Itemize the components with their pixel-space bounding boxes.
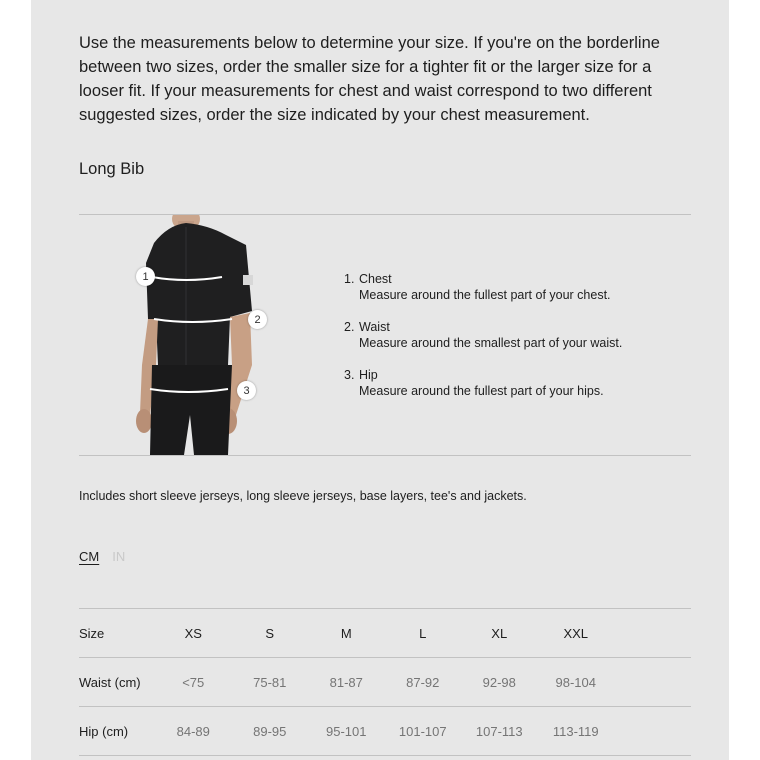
table-cell: 95-101 [308,707,385,756]
measurement-instructions [344,271,622,415]
unit-cm-tab[interactable]: CM [79,549,100,564]
size-table [79,608,691,756]
measurement-description: Measure around the smallest part of your waist. [359,336,623,350]
table-cell: 81-87 [308,658,385,707]
unit-toggle [79,549,125,564]
cyclist-illustration [128,215,278,455]
table-cell: 87-92 [385,658,462,707]
table-cell: 75-81 [232,658,309,707]
measurement-number: 1. [344,272,355,286]
table-padding [614,707,691,756]
hip-marker: 3 [237,381,256,400]
measurement-name: Hip [359,368,378,382]
size-header-xl: XL [461,609,538,658]
size-header-xs: XS [155,609,232,658]
row-label: Hip (cm) [79,707,155,756]
table-padding [614,609,691,658]
size-header-s: S [232,609,309,658]
size-header-m: M [308,609,385,658]
row-label: Waist (cm) [79,658,155,707]
table-row-waist [79,658,691,707]
measurement-item-chest [344,271,622,303]
measurement-name: Chest [359,272,392,286]
waist-marker: 2 [248,310,267,329]
table-cell: 84-89 [155,707,232,756]
table-cell: 98-104 [538,658,615,707]
table-cell: 89-95 [232,707,309,756]
table-cell: <75 [155,658,232,707]
size-header-l: L [385,609,462,658]
table-cell: 107-113 [461,707,538,756]
table-row-hip [79,707,691,756]
unit-in-tab[interactable]: IN [112,549,126,564]
intro-text: Use the measurements below to determine your size. If you're on the borderline between two sizes, order the smaller size for a tighter fit or the larger size for a looser fit. If your measurements for chest and waist correspond to two different suggested sizes, order the size indicated by your chest measurement. [79,34,660,124]
section-title: Long Bib [79,160,145,178]
table-cell: 113-119 [538,707,615,756]
measurement-number: 3. [344,368,355,382]
size-header-xxl: XXL [538,609,615,658]
measurement-name: Waist [359,320,390,334]
measurement-figure [128,215,278,455]
table-header-row [79,609,691,658]
measurement-item-hip [344,367,622,399]
measurement-description: Measure around the fullest part of your chest. [359,288,611,302]
table-cell: 101-107 [385,707,462,756]
table-padding [614,658,691,707]
divider-bottom [79,455,691,456]
chest-marker: 1 [136,267,155,286]
includes-note: Includes short sleeve jerseys, long sleeve jerseys, base layers, tee's and jackets. [79,489,527,503]
size-header-label: Size [79,609,155,658]
measurement-number: 2. [344,320,355,334]
measurement-item-waist [344,319,622,351]
measurement-description: Measure around the fullest part of your hips. [359,384,604,398]
table-cell: 92-98 [461,658,538,707]
